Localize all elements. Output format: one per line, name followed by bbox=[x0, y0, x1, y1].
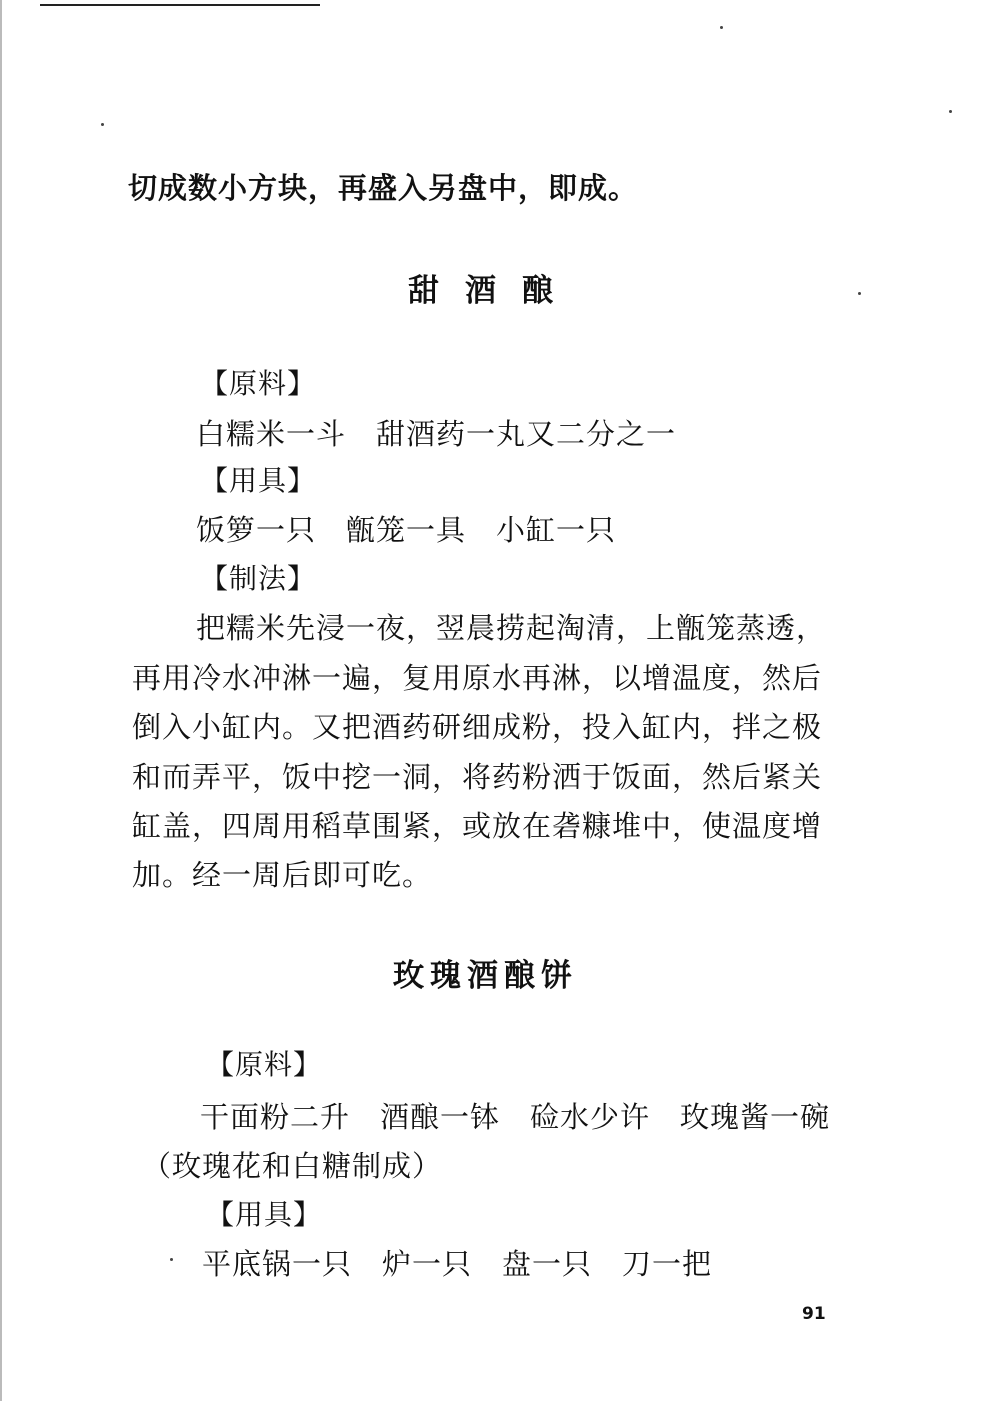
method-label: 【制法】 bbox=[200, 562, 317, 595]
tools-text: 饭箩一只 甑笼一具 小缸一只 bbox=[196, 513, 617, 547]
method-line: 和而弄平，饭中挖一洞，将药粉洒于饭面，然后紧关 bbox=[132, 760, 823, 794]
method-line: 加。经一周后即可吃。 bbox=[132, 858, 433, 892]
top-rule bbox=[40, 4, 320, 6]
method-line: 缸盖，四周用稻草围紧，或放在砻糠堆中，使温度增 bbox=[132, 809, 823, 843]
tools-label: 【用具】 bbox=[206, 1198, 323, 1231]
ingredients-label: 【原料】 bbox=[206, 1048, 323, 1081]
tools-label: 【用具】 bbox=[200, 464, 317, 497]
page-number: 91 bbox=[802, 1304, 826, 1324]
recipe-title: 甜酒酿 bbox=[408, 273, 579, 309]
scan-speck bbox=[170, 1258, 173, 1261]
scan-speck bbox=[720, 26, 723, 29]
scan-speck bbox=[101, 123, 104, 126]
recipe-title: 玫瑰酒酿饼 bbox=[393, 958, 578, 994]
method-line: 再用冷水冲淋一遍，复用原水再淋，以增温度，然后 bbox=[132, 661, 823, 695]
scan-speck bbox=[949, 110, 952, 113]
ingredients-text: 白糯米一斗 甜酒药一丸又二分之一 bbox=[196, 417, 677, 451]
scan-speck bbox=[858, 292, 861, 295]
ingredients-text: 干面粉二升 酒酿一钵 硷水少许 玫瑰酱一碗 bbox=[200, 1100, 831, 1134]
ingredients-label: 【原料】 bbox=[200, 367, 317, 400]
tools-text: 平底锅一只 炉一只 盘一只 刀一把 bbox=[202, 1247, 713, 1281]
method-line: 倒入小缸内。又把酒药研细成粉，投入缸内，拌之极 bbox=[132, 710, 823, 744]
method-line: 把糯米先浸一夜，翌晨捞起淘清，上甑笼蒸透， bbox=[196, 611, 827, 645]
intro-text: 切成数小方块，再盛入另盘中，即成。 bbox=[128, 171, 639, 205]
page-edge bbox=[0, 0, 2, 1401]
ingredients-text: （玫瑰花和白糖制成） bbox=[142, 1149, 443, 1183]
